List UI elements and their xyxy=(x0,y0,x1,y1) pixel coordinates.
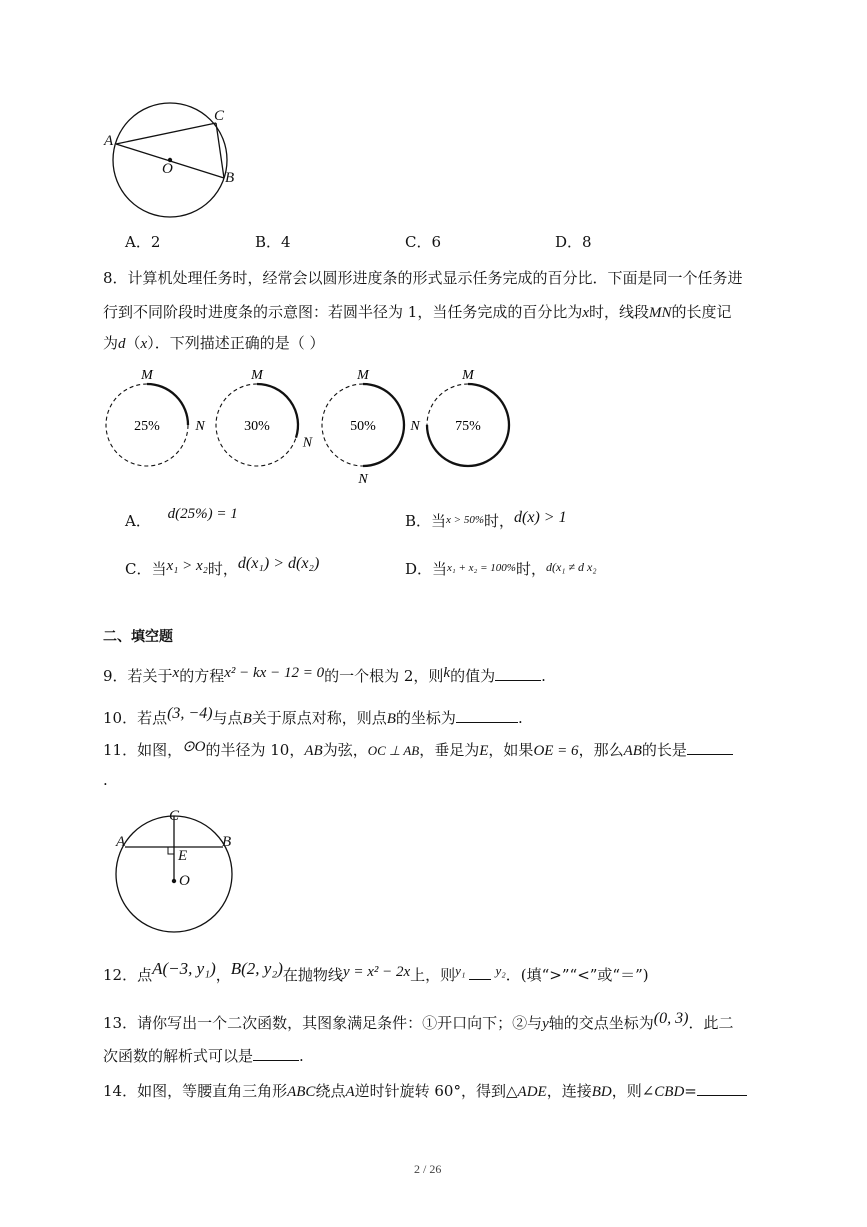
q8-option-d-label: D．当 xyxy=(405,560,448,578)
q10-text-d: 的坐标为 xyxy=(395,709,456,727)
q13-var-y: y xyxy=(542,1016,549,1032)
q13-text-c: ．此二 xyxy=(688,1014,734,1032)
q14-answer-blank[interactable] xyxy=(697,1094,747,1096)
q14-text-e: ，则∠ xyxy=(611,1082,655,1100)
q8-circle-2-percent: 30% xyxy=(244,419,270,434)
q10-point: (3, −4) xyxy=(167,705,213,722)
q12-text-b: 在抛物线 xyxy=(282,966,343,984)
q12-y2: y₂ xyxy=(495,963,506,978)
q11-text-a: 11．如图， xyxy=(103,741,183,759)
q11-label-C: C xyxy=(169,808,180,824)
q7-chord-AC xyxy=(116,123,216,144)
q8-line-2 xyxy=(103,301,732,322)
q8-line-1: 8．计算机处理任务时，经常会以圆形进度条的形式显示任务完成的百分比．下面是同一个任务进 xyxy=(103,269,743,287)
q8-var-x2: x xyxy=(140,336,148,352)
q8-option-d-when: 时， xyxy=(515,560,546,578)
q12-comma: ， xyxy=(215,966,231,984)
q11-trailing-dot: . xyxy=(103,771,108,789)
q8-var-d: d xyxy=(118,336,126,352)
q8-option-c-label: C．当 xyxy=(125,560,167,578)
q11-var-AB2: AB xyxy=(623,743,642,759)
q8-var-x: x xyxy=(582,305,589,321)
q9-text-d: 的值为 xyxy=(450,667,496,685)
q11-text-d: ，垂足为 xyxy=(419,741,480,759)
q7-label-C: C xyxy=(214,108,225,124)
q8-circle-2-label-M: M xyxy=(251,368,263,383)
q14-A: A xyxy=(345,1084,355,1100)
q8-circle-4-label-M: M xyxy=(462,368,474,383)
q13-line-2 xyxy=(103,1045,304,1066)
q10-text-e: . xyxy=(517,709,523,727)
q12-text-a: 12．点 xyxy=(103,966,153,984)
q10-var-B2: B xyxy=(386,711,396,727)
q11-label-O: O xyxy=(179,873,190,889)
q8-line-3-b: （ xyxy=(125,334,141,352)
q14-CBD: CBD xyxy=(654,1084,685,1100)
q7-chord-CB xyxy=(216,123,224,178)
q13-text-b: 轴的交点坐标为 xyxy=(548,1014,654,1032)
q9-text-e: . xyxy=(541,667,546,685)
q11-text-c: 为弦， xyxy=(322,741,368,759)
q9-text-a: 9．若关于 xyxy=(103,667,173,685)
q8-option-d xyxy=(405,558,597,579)
q8-line-2-a: 行到不同阶段时进度条的示意图：若圆半径为 1，当任务完成的百分比为 xyxy=(103,303,583,321)
q11-answer-blank[interactable] xyxy=(687,753,733,755)
q11-text-g: 的长是 xyxy=(641,741,687,759)
q13-text-a: 13．请你写出一个二次函数，其图象满足条件：①开口向下；②与 xyxy=(103,1014,543,1032)
q8-option-b-when: 时， xyxy=(484,512,515,530)
q8-circle-3-label-N: N xyxy=(358,472,368,487)
q9-var-k: k xyxy=(443,665,451,681)
page-number: 2 / 26 xyxy=(414,1162,442,1176)
q9 xyxy=(103,665,546,686)
q12-text-c: 上，则 xyxy=(410,966,456,984)
q11 xyxy=(103,739,733,760)
q9-text-b: 的方程 xyxy=(179,667,225,685)
q8-option-b-cond: x > 50% xyxy=(446,514,484,526)
q7-label-B: B xyxy=(225,170,235,186)
q8-circle-1-label-M: M xyxy=(141,368,153,383)
q11-label-A: A xyxy=(116,834,126,850)
q12-y1: y₁ xyxy=(455,963,466,978)
q14-ADE: ADE xyxy=(517,1084,547,1100)
q8-circle-3-percent: 50% xyxy=(350,419,376,434)
q7-option-d: D．8 xyxy=(555,233,592,251)
q8-option-c xyxy=(125,555,320,579)
q12-equation: y = x² − 2x xyxy=(342,964,411,980)
q11-text-f: ，那么 xyxy=(578,741,624,759)
q14-text-f: = xyxy=(684,1082,697,1100)
q8-line-2-b: 时，线段 xyxy=(589,303,650,321)
q10 xyxy=(103,707,523,728)
q10-text-b: 与点 xyxy=(212,709,243,727)
q14-ABC: ABC xyxy=(287,1084,316,1100)
q10-text-c: 关于原点对称，则点 xyxy=(251,709,387,727)
q7-option-c: C．6 xyxy=(405,233,442,251)
q8-circle-4-label-N: N xyxy=(410,419,420,434)
q8-option-a-math: d(25%) = 1 xyxy=(167,506,238,522)
q12-point-A: A(−3, y₁) xyxy=(152,959,216,978)
q11-label-E: E xyxy=(178,848,188,864)
q14 xyxy=(103,1080,747,1101)
q8-option-b xyxy=(405,510,567,531)
q9-equation: x² − kx − 12 = 0 xyxy=(224,665,325,681)
q10-answer-blank[interactable] xyxy=(456,721,518,723)
q11-perp: OC ⊥ AB xyxy=(367,743,420,758)
q11-OE: OE = 6 xyxy=(533,743,579,759)
q8-circle-4-percent: 75% xyxy=(455,419,481,434)
q8-line-3-a: 为 xyxy=(103,334,119,352)
q8-option-d-math: d(x₁ ≠ d x₂ xyxy=(545,560,597,574)
q8-var-MN: MN xyxy=(649,305,672,321)
q13-point: (0, 3) xyxy=(653,1010,689,1027)
q8-option-b-label: B．当 xyxy=(405,512,447,530)
q14-text-a: 14．如图，等腰直角三角形 xyxy=(103,1082,288,1100)
q11-text-e: ，如果 xyxy=(488,741,534,759)
q8-line-3 xyxy=(103,332,324,353)
q8-progress-circles xyxy=(95,360,525,490)
q8-option-c-math: d(x₁) > d(x₂) xyxy=(237,555,320,572)
q7-label-A: A xyxy=(104,133,114,149)
q14-BD: BD xyxy=(591,1084,612,1100)
q8-circle-3-label-M: M xyxy=(357,368,369,383)
q11-var-E: E xyxy=(479,743,489,759)
q13-line-1 xyxy=(103,1012,733,1033)
q9-var-x: x xyxy=(172,665,180,681)
q7-option-b: B．4 xyxy=(255,233,291,251)
q12 xyxy=(103,959,649,985)
q11-right-angle-mark xyxy=(168,847,174,854)
q12-text-d: ．(填“>”“<”或“＝”) xyxy=(505,966,649,984)
q14-text-c: 逆时针旋转 60°，得到△ xyxy=(354,1082,518,1100)
q13-text-e: . xyxy=(299,1047,304,1065)
q8-line-3-c: ）．下列描述正确的是（ ） xyxy=(147,334,325,352)
q11-var-AB: AB xyxy=(304,743,323,759)
q7-label-O: O xyxy=(162,161,173,177)
section-heading-fill-in: 二、填空题 xyxy=(103,629,173,645)
q9-answer-blank[interactable] xyxy=(495,679,541,681)
q11-circle-O: ⊙O xyxy=(182,739,206,755)
q11-label-B: B xyxy=(222,834,232,850)
q9-text-c: 的一个根为 2，则 xyxy=(324,667,444,685)
q13-answer-blank[interactable] xyxy=(253,1059,299,1061)
q11-text-b: 的半径为 10， xyxy=(205,741,305,759)
q8-option-a xyxy=(125,506,238,531)
q12-point-B: B(2, y₂) xyxy=(230,959,283,978)
q8-circle-1-label-N: N xyxy=(195,419,205,434)
q8-option-d-cond: x₁ + x₂ = 100% xyxy=(447,562,516,574)
q8-circle-1-percent: 25% xyxy=(134,419,160,434)
q8-option-c-cond: x₁ > x₂ xyxy=(166,558,208,574)
q11-center-dot xyxy=(172,879,176,883)
q14-text-d: ，连接 xyxy=(546,1082,592,1100)
q8-option-b-math: d(x) > 1 xyxy=(514,509,567,526)
q7-option-a: A．2 xyxy=(125,233,161,251)
q13-text-d: 次函数的解析式可以是 xyxy=(103,1047,254,1065)
q10-var-B: B xyxy=(242,711,252,727)
q10-text-a: 10．若点 xyxy=(103,709,168,727)
q14-text-b: 绕点 xyxy=(315,1082,346,1100)
q12-answer-blank[interactable] xyxy=(469,978,491,980)
q8-option-a-label: A． xyxy=(125,512,151,530)
q8-line-2-c: 的长度记 xyxy=(671,303,732,321)
q8-option-c-when: 时， xyxy=(207,560,238,578)
q8-circle-2-label-N: N xyxy=(302,435,313,451)
